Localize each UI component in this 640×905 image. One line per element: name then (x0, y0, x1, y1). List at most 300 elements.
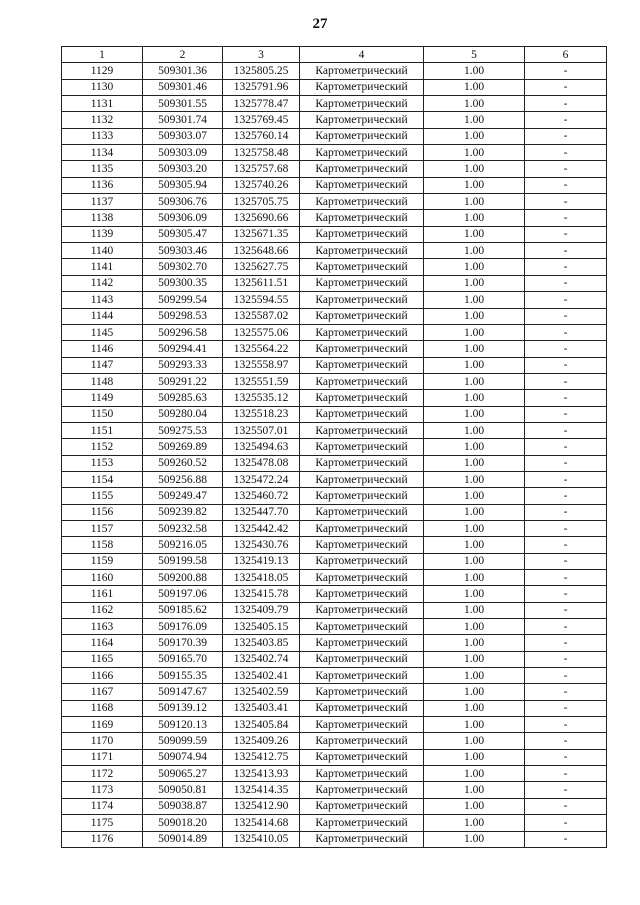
cell-method: Картометрический (300, 422, 424, 438)
table-row (62, 668, 607, 684)
cell-coordinate-y: 1325414.68 (223, 815, 300, 831)
cell-coordinate-x: 509275.53 (143, 422, 223, 438)
cell-coordinate-x: 509305.94 (143, 177, 223, 193)
cell-accuracy: 1.00 (424, 651, 525, 667)
cell-coordinate-y: 1325430.76 (223, 537, 300, 553)
cell-coordinate-y: 1325405.84 (223, 717, 300, 733)
cell-method: Картометрический (300, 635, 424, 651)
cell-point-number: 1174 (62, 798, 143, 814)
cell-coordinate-x: 509303.09 (143, 145, 223, 161)
table-row (62, 161, 607, 177)
cell-point-number: 1136 (62, 177, 143, 193)
cell-coordinate-y: 1325409.26 (223, 733, 300, 749)
cell-point-number: 1139 (62, 226, 143, 242)
cell-method: Картометрический (300, 177, 424, 193)
table-row (62, 700, 607, 716)
cell-point-number: 1170 (62, 733, 143, 749)
table-row (62, 798, 607, 814)
table-row (62, 308, 607, 324)
cell-note: - (525, 96, 607, 112)
cell-accuracy: 1.00 (424, 537, 525, 553)
cell-coordinate-y: 1325757.68 (223, 161, 300, 177)
cell-note: - (525, 390, 607, 406)
cell-note: - (525, 488, 607, 504)
cell-accuracy: 1.00 (424, 766, 525, 782)
cell-coordinate-y: 1325413.93 (223, 766, 300, 782)
cell-note: - (525, 471, 607, 487)
cell-coordinate-x: 509299.54 (143, 292, 223, 308)
cell-accuracy: 1.00 (424, 471, 525, 487)
cell-accuracy: 1.00 (424, 177, 525, 193)
cell-coordinate-y: 1325648.66 (223, 243, 300, 259)
cell-note: - (525, 537, 607, 553)
cell-accuracy: 1.00 (424, 602, 525, 618)
cell-accuracy: 1.00 (424, 161, 525, 177)
cell-coordinate-y: 1325611.51 (223, 275, 300, 291)
cell-coordinate-y: 1325535.12 (223, 390, 300, 406)
cell-coordinate-x: 509301.46 (143, 79, 223, 95)
coordinates-table (61, 46, 607, 848)
cell-note: - (525, 308, 607, 324)
cell-note: - (525, 684, 607, 700)
column-header: 2 (143, 47, 223, 63)
column-header: 5 (424, 47, 525, 63)
cell-coordinate-x: 509249.47 (143, 488, 223, 504)
cell-accuracy: 1.00 (424, 324, 525, 340)
cell-note: - (525, 668, 607, 684)
cell-note: - (525, 324, 607, 340)
cell-coordinate-x: 509256.88 (143, 471, 223, 487)
table-row (62, 194, 607, 210)
cell-point-number: 1148 (62, 373, 143, 389)
cell-method: Картометрический (300, 766, 424, 782)
cell-method: Картометрический (300, 749, 424, 765)
cell-accuracy: 1.00 (424, 406, 525, 422)
cell-method: Картометрический (300, 308, 424, 324)
cell-coordinate-y: 1325671.35 (223, 226, 300, 242)
cell-coordinate-y: 1325414.35 (223, 782, 300, 798)
table-row (62, 520, 607, 536)
cell-note: - (525, 373, 607, 389)
cell-accuracy: 1.00 (424, 96, 525, 112)
cell-method: Картометрический (300, 700, 424, 716)
cell-method: Картометрический (300, 341, 424, 357)
cell-coordinate-x: 509176.09 (143, 619, 223, 635)
cell-accuracy: 1.00 (424, 684, 525, 700)
table-row (62, 782, 607, 798)
column-header: 4 (300, 47, 424, 63)
cell-method: Картометрический (300, 553, 424, 569)
cell-accuracy: 1.00 (424, 455, 525, 471)
cell-accuracy: 1.00 (424, 79, 525, 95)
table-row (62, 324, 607, 340)
cell-coordinate-x: 509305.47 (143, 226, 223, 242)
cell-point-number: 1160 (62, 570, 143, 586)
cell-point-number: 1134 (62, 145, 143, 161)
cell-point-number: 1168 (62, 700, 143, 716)
cell-note: - (525, 717, 607, 733)
cell-method: Картометрический (300, 782, 424, 798)
cell-point-number: 1161 (62, 586, 143, 602)
cell-note: - (525, 112, 607, 128)
cell-coordinate-y: 1325690.66 (223, 210, 300, 226)
cell-method: Картометрический (300, 243, 424, 259)
cell-coordinate-y: 1325402.74 (223, 651, 300, 667)
cell-note: - (525, 553, 607, 569)
cell-accuracy: 1.00 (424, 586, 525, 602)
cell-coordinate-y: 1325740.26 (223, 177, 300, 193)
cell-coordinate-y: 1325405.15 (223, 619, 300, 635)
cell-method: Картометрический (300, 259, 424, 275)
cell-note: - (525, 733, 607, 749)
cell-note: - (525, 226, 607, 242)
cell-coordinate-y: 1325587.02 (223, 308, 300, 324)
cell-note: - (525, 586, 607, 602)
cell-coordinate-x: 509170.39 (143, 635, 223, 651)
cell-coordinate-y: 1325419.13 (223, 553, 300, 569)
cell-point-number: 1137 (62, 194, 143, 210)
cell-point-number: 1142 (62, 275, 143, 291)
cell-method: Картометрический (300, 537, 424, 553)
cell-method: Картометрический (300, 292, 424, 308)
table-row (62, 439, 607, 455)
cell-coordinate-y: 1325778.47 (223, 96, 300, 112)
cell-method: Картометрический (300, 390, 424, 406)
cell-note: - (525, 798, 607, 814)
table-row (62, 717, 607, 733)
table-row (62, 651, 607, 667)
table-row (62, 112, 607, 128)
cell-coordinate-y: 1325705.75 (223, 194, 300, 210)
cell-method: Картометрический (300, 406, 424, 422)
cell-coordinate-x: 509269.89 (143, 439, 223, 455)
cell-point-number: 1162 (62, 602, 143, 618)
cell-point-number: 1158 (62, 537, 143, 553)
cell-coordinate-x: 509300.35 (143, 275, 223, 291)
cell-method: Картометрический (300, 210, 424, 226)
cell-coordinate-x: 509074.94 (143, 749, 223, 765)
cell-note: - (525, 439, 607, 455)
cell-point-number: 1131 (62, 96, 143, 112)
table-row (62, 422, 607, 438)
cell-point-number: 1155 (62, 488, 143, 504)
cell-method: Картометрический (300, 194, 424, 210)
cell-accuracy: 1.00 (424, 275, 525, 291)
cell-accuracy: 1.00 (424, 504, 525, 520)
cell-coordinate-y: 1325627.75 (223, 259, 300, 275)
cell-point-number: 1167 (62, 684, 143, 700)
cell-accuracy: 1.00 (424, 798, 525, 814)
table-row (62, 243, 607, 259)
cell-coordinate-y: 1325518.23 (223, 406, 300, 422)
cell-coordinate-y: 1325460.72 (223, 488, 300, 504)
cell-point-number: 1164 (62, 635, 143, 651)
table-row (62, 177, 607, 193)
cell-accuracy: 1.00 (424, 63, 525, 79)
cell-accuracy: 1.00 (424, 357, 525, 373)
cell-method: Картометрический (300, 275, 424, 291)
cell-coordinate-x: 509147.67 (143, 684, 223, 700)
cell-accuracy: 1.00 (424, 815, 525, 831)
table-row (62, 749, 607, 765)
cell-point-number: 1145 (62, 324, 143, 340)
cell-note: - (525, 259, 607, 275)
cell-coordinate-x: 509155.35 (143, 668, 223, 684)
cell-point-number: 1146 (62, 341, 143, 357)
table-row (62, 635, 607, 651)
cell-method: Картометрический (300, 488, 424, 504)
table-row (62, 733, 607, 749)
cell-note: - (525, 177, 607, 193)
cell-coordinate-x: 509306.76 (143, 194, 223, 210)
cell-accuracy: 1.00 (424, 422, 525, 438)
cell-accuracy: 1.00 (424, 700, 525, 716)
cell-coordinate-x: 509239.82 (143, 504, 223, 520)
table-row (62, 831, 607, 847)
cell-point-number: 1151 (62, 422, 143, 438)
cell-coordinate-y: 1325415.78 (223, 586, 300, 602)
cell-note: - (525, 635, 607, 651)
cell-accuracy: 1.00 (424, 194, 525, 210)
table-row (62, 406, 607, 422)
cell-point-number: 1144 (62, 308, 143, 324)
cell-coordinate-x: 509303.46 (143, 243, 223, 259)
cell-coordinate-y: 1325760.14 (223, 128, 300, 144)
cell-coordinate-x: 509301.74 (143, 112, 223, 128)
column-header: 1 (62, 47, 143, 63)
cell-accuracy: 1.00 (424, 112, 525, 128)
cell-coordinate-y: 1325494.63 (223, 439, 300, 455)
cell-point-number: 1140 (62, 243, 143, 259)
cell-accuracy: 1.00 (424, 553, 525, 569)
cell-point-number: 1176 (62, 831, 143, 847)
table-row (62, 488, 607, 504)
cell-coordinate-x: 509065.27 (143, 766, 223, 782)
table-row (62, 537, 607, 553)
cell-coordinate-x: 509216.05 (143, 537, 223, 553)
cell-accuracy: 1.00 (424, 717, 525, 733)
cell-method: Картометрический (300, 602, 424, 618)
cell-method: Картометрический (300, 373, 424, 389)
cell-note: - (525, 766, 607, 782)
table-row (62, 504, 607, 520)
cell-point-number: 1165 (62, 651, 143, 667)
cell-coordinate-x: 509232.58 (143, 520, 223, 536)
cell-method: Картометрический (300, 586, 424, 602)
table-row (62, 63, 607, 79)
cell-method: Картометрический (300, 471, 424, 487)
cell-note: - (525, 602, 607, 618)
cell-accuracy: 1.00 (424, 210, 525, 226)
cell-note: - (525, 161, 607, 177)
cell-coordinate-x: 509301.55 (143, 96, 223, 112)
cell-note: - (525, 357, 607, 373)
cell-coordinate-x: 509050.81 (143, 782, 223, 798)
cell-note: - (525, 570, 607, 586)
cell-coordinate-x: 509139.12 (143, 700, 223, 716)
cell-point-number: 1156 (62, 504, 143, 520)
cell-point-number: 1175 (62, 815, 143, 831)
cell-accuracy: 1.00 (424, 259, 525, 275)
cell-coordinate-y: 1325472.24 (223, 471, 300, 487)
table-row (62, 619, 607, 635)
cell-accuracy: 1.00 (424, 635, 525, 651)
table-row (62, 766, 607, 782)
cell-note: - (525, 520, 607, 536)
cell-coordinate-y: 1325558.97 (223, 357, 300, 373)
table-row (62, 390, 607, 406)
cell-point-number: 1172 (62, 766, 143, 782)
cell-coordinate-x: 509294.41 (143, 341, 223, 357)
cell-note: - (525, 145, 607, 161)
cell-accuracy: 1.00 (424, 831, 525, 847)
cell-coordinate-y: 1325575.06 (223, 324, 300, 340)
cell-method: Картометрический (300, 161, 424, 177)
cell-method: Картометрический (300, 145, 424, 161)
cell-coordinate-x: 509018.20 (143, 815, 223, 831)
cell-accuracy: 1.00 (424, 439, 525, 455)
cell-method: Картометрический (300, 815, 424, 831)
cell-note: - (525, 651, 607, 667)
cell-method: Картометрический (300, 128, 424, 144)
cell-note: - (525, 292, 607, 308)
table-row (62, 471, 607, 487)
cell-note: - (525, 700, 607, 716)
cell-accuracy: 1.00 (424, 390, 525, 406)
table-row (62, 815, 607, 831)
cell-method: Картометрический (300, 324, 424, 340)
cell-method: Картометрический (300, 668, 424, 684)
cell-coordinate-y: 1325791.96 (223, 79, 300, 95)
cell-method: Картометрический (300, 79, 424, 95)
cell-coordinate-y: 1325412.75 (223, 749, 300, 765)
cell-coordinate-x: 509303.07 (143, 128, 223, 144)
cell-coordinate-y: 1325805.25 (223, 63, 300, 79)
table-row (62, 128, 607, 144)
table-row (62, 570, 607, 586)
table-row (62, 586, 607, 602)
cell-coordinate-x: 509303.20 (143, 161, 223, 177)
cell-note: - (525, 619, 607, 635)
cell-method: Картометрический (300, 831, 424, 847)
cell-point-number: 1153 (62, 455, 143, 471)
cell-point-number: 1157 (62, 520, 143, 536)
cell-note: - (525, 194, 607, 210)
cell-note: - (525, 455, 607, 471)
cell-accuracy: 1.00 (424, 292, 525, 308)
table-row (62, 553, 607, 569)
cell-method: Картометрический (300, 96, 424, 112)
cell-coordinate-y: 1325564.22 (223, 341, 300, 357)
cell-point-number: 1150 (62, 406, 143, 422)
cell-accuracy: 1.00 (424, 733, 525, 749)
cell-point-number: 1163 (62, 619, 143, 635)
cell-coordinate-y: 1325594.55 (223, 292, 300, 308)
cell-method: Картометрический (300, 651, 424, 667)
table-row (62, 292, 607, 308)
cell-note: - (525, 831, 607, 847)
cell-point-number: 1132 (62, 112, 143, 128)
table-row (62, 602, 607, 618)
cell-point-number: 1130 (62, 79, 143, 95)
cell-accuracy: 1.00 (424, 128, 525, 144)
cell-note: - (525, 243, 607, 259)
table-row (62, 341, 607, 357)
cell-point-number: 1159 (62, 553, 143, 569)
cell-coordinate-x: 509120.13 (143, 717, 223, 733)
cell-point-number: 1169 (62, 717, 143, 733)
cell-coordinate-y: 1325551.59 (223, 373, 300, 389)
cell-note: - (525, 749, 607, 765)
cell-method: Картометрический (300, 798, 424, 814)
cell-coordinate-y: 1325403.85 (223, 635, 300, 651)
cell-coordinate-x: 509165.70 (143, 651, 223, 667)
cell-coordinate-x: 509260.52 (143, 455, 223, 471)
table-row (62, 275, 607, 291)
cell-point-number: 1135 (62, 161, 143, 177)
cell-accuracy: 1.00 (424, 782, 525, 798)
table-row (62, 259, 607, 275)
cell-coordinate-x: 509014.89 (143, 831, 223, 847)
cell-coordinate-y: 1325507.01 (223, 422, 300, 438)
cell-coordinate-y: 1325758.48 (223, 145, 300, 161)
cell-note: - (525, 275, 607, 291)
cell-point-number: 1141 (62, 259, 143, 275)
cell-coordinate-y: 1325410.05 (223, 831, 300, 847)
cell-point-number: 1143 (62, 292, 143, 308)
cell-coordinate-x: 509197.06 (143, 586, 223, 602)
cell-accuracy: 1.00 (424, 341, 525, 357)
cell-point-number: 1152 (62, 439, 143, 455)
column-header: 6 (525, 47, 607, 63)
table-row (62, 79, 607, 95)
table-row (62, 226, 607, 242)
table-row (62, 455, 607, 471)
cell-accuracy: 1.00 (424, 668, 525, 684)
cell-method: Картометрический (300, 112, 424, 128)
cell-coordinate-x: 509185.62 (143, 602, 223, 618)
cell-coordinate-x: 509298.53 (143, 308, 223, 324)
cell-point-number: 1138 (62, 210, 143, 226)
cell-method: Картометрический (300, 439, 424, 455)
cell-method: Картометрический (300, 520, 424, 536)
cell-note: - (525, 79, 607, 95)
cell-coordinate-y: 1325769.45 (223, 112, 300, 128)
cell-note: - (525, 815, 607, 831)
cell-coordinate-y: 1325402.59 (223, 684, 300, 700)
cell-coordinate-x: 509200.88 (143, 570, 223, 586)
cell-coordinate-x: 509301.36 (143, 63, 223, 79)
cell-coordinate-x: 509302.70 (143, 259, 223, 275)
cell-accuracy: 1.00 (424, 619, 525, 635)
cell-coordinate-x: 509285.63 (143, 390, 223, 406)
page-number: 27 (312, 16, 328, 32)
table-row (62, 210, 607, 226)
cell-method: Картометрический (300, 504, 424, 520)
cell-point-number: 1154 (62, 471, 143, 487)
cell-coordinate-y: 1325478.08 (223, 455, 300, 471)
cell-accuracy: 1.00 (424, 570, 525, 586)
cell-coordinate-y: 1325412.90 (223, 798, 300, 814)
cell-point-number: 1166 (62, 668, 143, 684)
cell-method: Картометрический (300, 63, 424, 79)
cell-note: - (525, 504, 607, 520)
table-header-row (62, 47, 607, 63)
table-row (62, 96, 607, 112)
cell-method: Картометрический (300, 570, 424, 586)
cell-coordinate-y: 1325403.41 (223, 700, 300, 716)
cell-coordinate-x: 509280.04 (143, 406, 223, 422)
